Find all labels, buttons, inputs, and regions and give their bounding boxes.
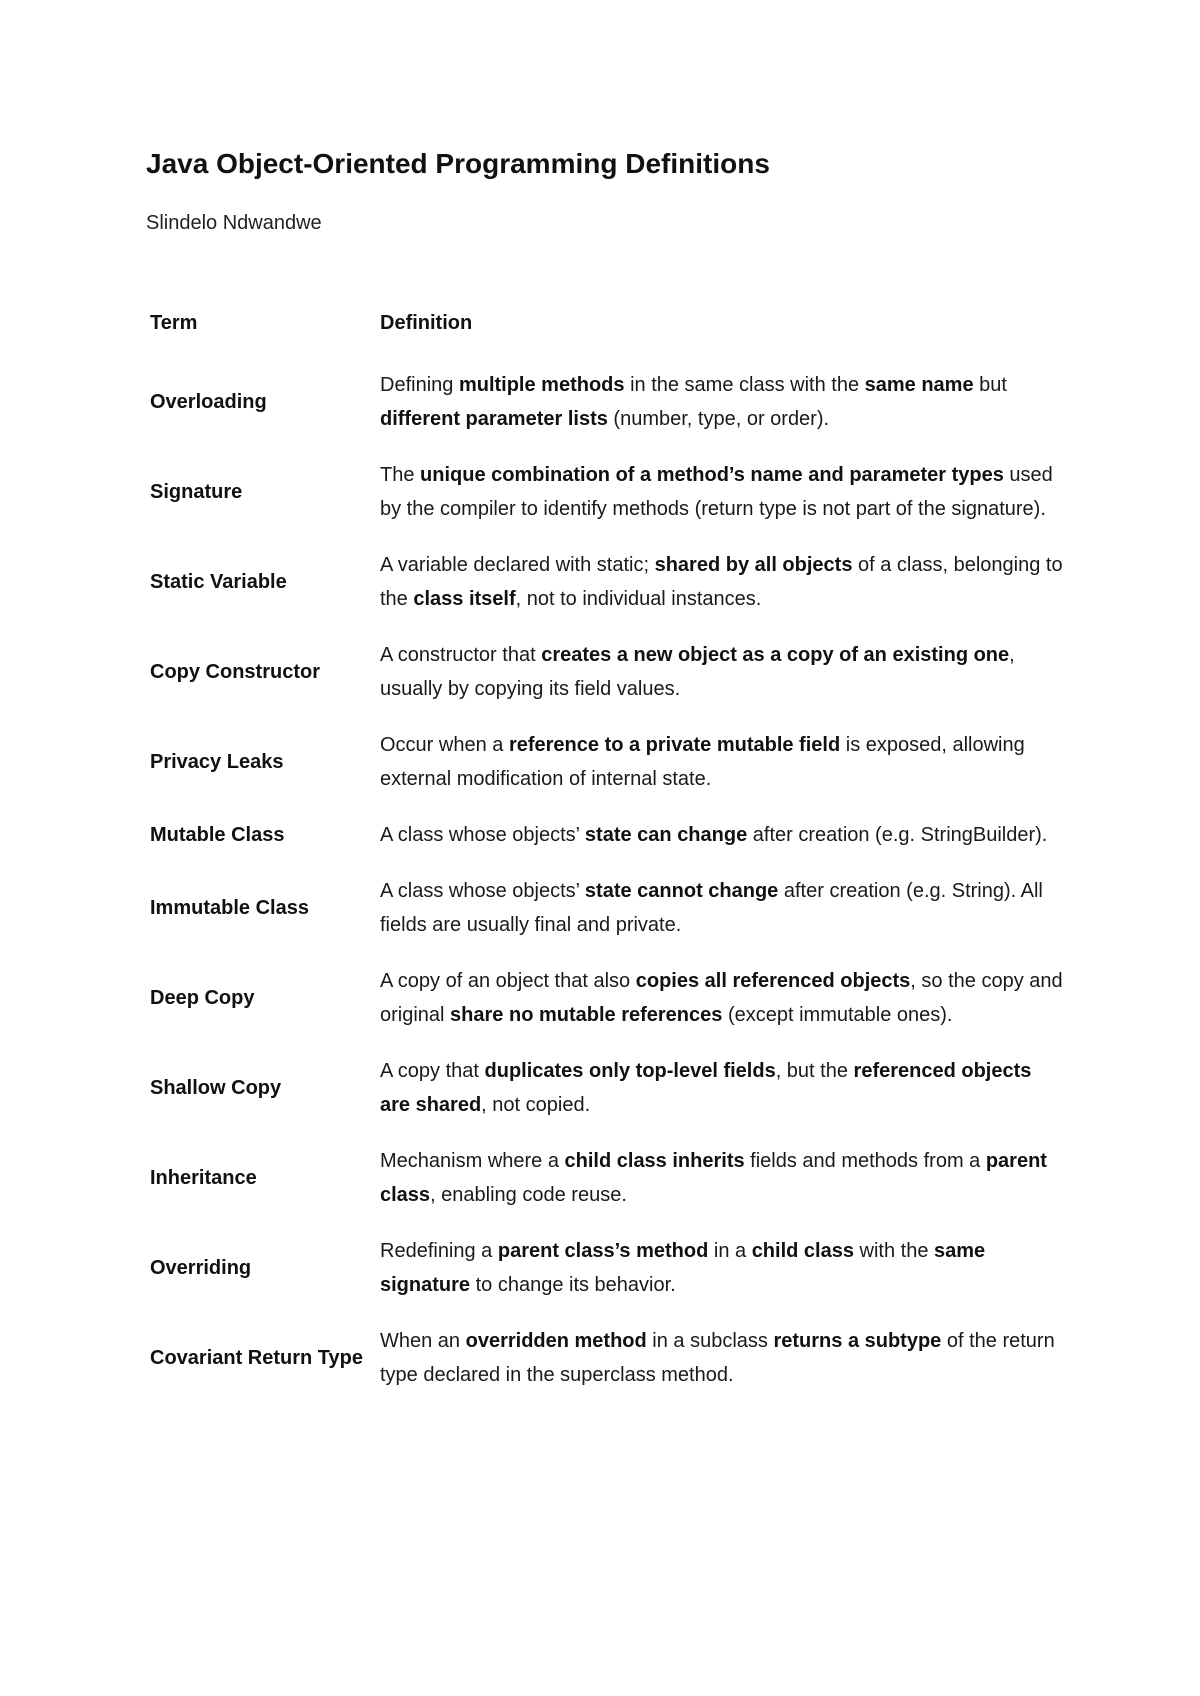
table-row bbox=[146, 458, 1066, 548]
definition-text: , so the copy and original bbox=[380, 970, 1063, 1026]
term-cell: Immutable Class bbox=[150, 897, 309, 919]
definition-text: of the return type declared in the superclass method. bbox=[380, 1330, 1055, 1386]
definition-text: (except immutable ones). bbox=[722, 1004, 953, 1026]
definition-emphasis: duplicates only top-level fields bbox=[484, 1060, 776, 1082]
definition-text: Redefining a bbox=[380, 1240, 498, 1262]
table-row bbox=[146, 964, 1066, 1054]
definition-text: but bbox=[973, 374, 1007, 396]
term-cell: Deep Copy bbox=[150, 987, 255, 1009]
definition-cell bbox=[376, 458, 1066, 548]
definition-text: in the same class with the bbox=[624, 374, 865, 396]
term-cell: Shallow Copy bbox=[150, 1077, 282, 1099]
term-cell: Static Variable bbox=[150, 571, 287, 593]
definition-cell bbox=[376, 1324, 1066, 1414]
term-cell: Inheritance bbox=[150, 1167, 257, 1189]
definition-text: (number, type, or order). bbox=[607, 408, 830, 430]
definition-cell bbox=[376, 964, 1066, 1054]
definition-cell bbox=[376, 728, 1066, 818]
definition-text: A class whose objects’ bbox=[380, 824, 585, 846]
definition-emphasis: parent class’s method bbox=[497, 1240, 709, 1262]
table-row bbox=[146, 1324, 1066, 1414]
definition-text: with the bbox=[853, 1240, 935, 1262]
definition-emphasis: multiple methods bbox=[458, 374, 625, 396]
definition-text: after creation (e.g. StringBuilder). bbox=[747, 824, 1048, 846]
definition-cell bbox=[376, 1054, 1066, 1144]
definition-cell bbox=[376, 638, 1066, 728]
definition-text: Mechanism where a bbox=[380, 1150, 565, 1172]
definition-cell bbox=[376, 1144, 1066, 1234]
table-row bbox=[146, 368, 1066, 458]
definition-emphasis: same signature bbox=[380, 1240, 986, 1296]
table-row bbox=[146, 638, 1066, 728]
definition-cell bbox=[376, 548, 1066, 638]
definition-text: A variable declared with static; bbox=[380, 554, 655, 576]
definition-emphasis: same name bbox=[864, 374, 974, 396]
table-row bbox=[146, 728, 1066, 818]
header-definition: Definition bbox=[380, 312, 473, 334]
definition-text: Defining bbox=[380, 374, 459, 396]
definition-text: to change its behavior. bbox=[470, 1274, 676, 1296]
term-cell: Copy Constructor bbox=[150, 661, 320, 683]
definition-emphasis: copies all referenced objects bbox=[635, 970, 911, 992]
term-cell: Mutable Class bbox=[150, 824, 285, 846]
term-cell: Privacy Leaks bbox=[150, 751, 284, 773]
term-cell: Overriding bbox=[150, 1257, 252, 1279]
definition-emphasis: unique combination of a method’s name and parameter types bbox=[420, 464, 1004, 486]
definition-text: A constructor that bbox=[380, 644, 542, 666]
table-row bbox=[146, 1054, 1066, 1144]
definition-emphasis: state cannot change bbox=[584, 880, 779, 902]
definition-emphasis: different parameter lists bbox=[380, 408, 608, 430]
definition-emphasis: reference to a private mutable field bbox=[508, 734, 841, 756]
definition-emphasis: share no mutable references bbox=[450, 1004, 723, 1026]
definition-emphasis: state can change bbox=[584, 824, 748, 846]
definitions-table bbox=[146, 306, 1066, 1414]
definition-text: , enabling code reuse. bbox=[430, 1184, 627, 1206]
definition-emphasis: class itself bbox=[413, 588, 516, 610]
definition-cell bbox=[376, 818, 1066, 874]
term-cell: Overloading bbox=[150, 391, 267, 413]
term-cell: Covariant Return Type bbox=[150, 1347, 363, 1369]
definition-emphasis: parent class bbox=[380, 1150, 1047, 1206]
definition-text: , usually by copying its field values. bbox=[380, 644, 1015, 700]
definition-text: in a bbox=[708, 1240, 752, 1262]
definition-cell bbox=[376, 368, 1066, 458]
document-author: Slindelo Ndwandwe bbox=[146, 212, 322, 234]
definitions-body bbox=[146, 368, 1066, 1414]
definition-emphasis: creates a new object as a copy of an existing one bbox=[541, 644, 1010, 666]
definition-text: used by the compiler to identify methods (return type is not part of the signature). bbox=[380, 464, 1053, 520]
definition-text: , not to individual instances. bbox=[515, 588, 762, 610]
definition-text: in a subclass bbox=[646, 1330, 774, 1352]
definition-cell bbox=[376, 874, 1066, 964]
definition-cell bbox=[376, 1234, 1066, 1324]
table-header-row bbox=[146, 306, 1066, 368]
definition-text: Occur when a bbox=[380, 734, 509, 756]
definition-text: When an bbox=[380, 1330, 466, 1352]
definition-text: , but the bbox=[775, 1060, 854, 1082]
definition-emphasis: child class bbox=[751, 1240, 854, 1262]
definition-text: fields and methods from a bbox=[744, 1150, 986, 1172]
definition-emphasis: shared by all objects bbox=[654, 554, 853, 576]
table-row bbox=[146, 874, 1066, 964]
definition-text: A copy that bbox=[380, 1060, 485, 1082]
table-row bbox=[146, 548, 1066, 638]
definition-text: of a class, belonging to the bbox=[380, 554, 1063, 610]
table-row bbox=[146, 1234, 1066, 1324]
definition-text: after creation (e.g. String). All fields are usually final and private. bbox=[380, 880, 1043, 936]
table-row bbox=[146, 1144, 1066, 1234]
definition-text: A class whose objects’ bbox=[380, 880, 585, 902]
definition-emphasis: returns a subtype bbox=[773, 1330, 942, 1352]
definition-emphasis: overridden method bbox=[465, 1330, 647, 1352]
definition-text: A copy of an object that also bbox=[380, 970, 636, 992]
term-cell: Signature bbox=[150, 481, 243, 503]
definition-emphasis: referenced objects are shared bbox=[380, 1060, 1032, 1116]
definition-text: is exposed, allowing external modification of internal state. bbox=[380, 734, 1025, 790]
definition-text: , not copied. bbox=[481, 1094, 591, 1116]
definition-text: The bbox=[380, 464, 421, 486]
document-title: Java Object-Oriented Programming Definitions bbox=[146, 148, 770, 179]
table-row bbox=[146, 818, 1066, 874]
header-term: Term bbox=[150, 312, 198, 334]
definition-emphasis: child class inherits bbox=[564, 1150, 745, 1172]
